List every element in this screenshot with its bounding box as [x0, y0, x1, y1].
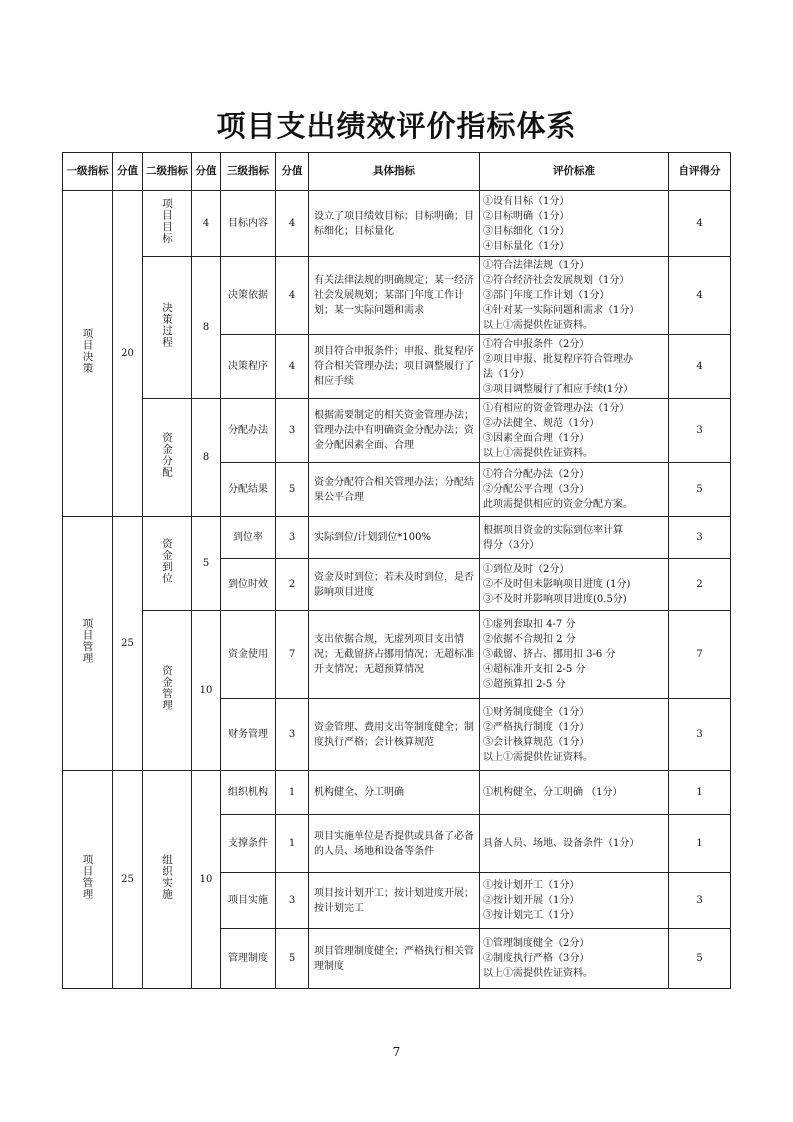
level1-score: 25	[113, 771, 143, 989]
specific-indicator: 项目符合申报条件；申报、批复程序符合相关管理办法；项目调整履行了相应手续	[309, 335, 480, 399]
level1-cell: 项目决策	[63, 191, 113, 517]
specific-indicator: 根据需要制定的相关资金管理办法；管理办法中有明确资金分配办法；资金分配因素全面、合理	[309, 399, 480, 463]
table-row	[63, 257, 731, 335]
level3-score: 3	[276, 873, 309, 929]
header-level1: 一级指标	[63, 153, 113, 191]
self-score: 3	[669, 517, 731, 559]
page-title: 项目支出绩效评价指标体系	[216, 109, 577, 143]
level3-name: 组织机构	[221, 771, 276, 815]
self-score: 7	[669, 611, 731, 699]
level2-score: 5	[192, 517, 221, 611]
level2-score: 10	[192, 771, 221, 989]
level3-score: 2	[276, 559, 309, 611]
level3-score: 3	[276, 699, 309, 771]
level3-score: 3	[276, 517, 309, 559]
level3-score: 4	[276, 191, 309, 257]
self-score: 3	[669, 699, 731, 771]
self-score: 1	[669, 771, 731, 815]
specific-indicator: 机构健全、分工明确	[309, 771, 480, 815]
self-score: 5	[669, 463, 731, 517]
self-score: 4	[669, 191, 731, 257]
level3-name: 分配结果	[221, 463, 276, 517]
self-score: 3	[669, 873, 731, 929]
level1-cell: 项目管理	[63, 517, 113, 771]
header-self-score: 自评得分	[669, 153, 731, 191]
evaluation-standard: ①财务制度健全（1分） ②严格执行制度（1分） ③会计核算规范（1分） 以上①需提供佐证资料。	[480, 699, 669, 771]
specific-indicator: 项目按计划开工；按计划进度开展；按计划完工	[309, 873, 480, 929]
level3-name: 支撑条件	[221, 815, 276, 873]
specific-indicator: 项目管理制度健全；严格执行相关管理制度	[309, 929, 480, 989]
level3-score: 4	[276, 335, 309, 399]
specific-indicator: 设立了项目绩效目标；目标明确；目标细化；目标量化	[309, 191, 480, 257]
level2-cell: 资金到位	[143, 517, 192, 611]
evaluation-standard: ①管理制度健全（2分） ②制度执行严格（3分） 以上①需提供佐证资料。	[480, 929, 669, 989]
table-row	[63, 517, 731, 559]
header-score3: 分值	[276, 153, 309, 191]
table-row	[63, 399, 731, 463]
specific-indicator: 资金管理、费用支出等制度健全；制度执行严格；会计核算规范	[309, 699, 480, 771]
evaluation-standard: ①机构健全、分工明确 （1分）	[480, 771, 669, 815]
level3-score: 1	[276, 771, 309, 815]
level1-score: 25	[113, 517, 143, 771]
level3-name: 分配办法	[221, 399, 276, 463]
header-score1: 分值	[113, 153, 143, 191]
level3-name: 决策程序	[221, 335, 276, 399]
level3-name: 目标内容	[221, 191, 276, 257]
evaluation-standard: ①符合法律法规（1分） ②符合经济社会发展规划（1分） ③部门年度工作计划（1分） ④针对某一实际问题和需求（1分） 以上①需提供佐证资料。	[480, 257, 669, 335]
level3-score: 5	[276, 463, 309, 517]
self-score: 5	[669, 929, 731, 989]
specific-indicator: 项目实施单位是否提供或具备了必备的人员、场地和设备等条件	[309, 815, 480, 873]
self-score: 1	[669, 815, 731, 873]
level2-cell: 项目目标	[143, 191, 192, 257]
evaluation-standard: 根据项目资金的实际到位率计算 得分（3分）	[480, 517, 669, 559]
self-score: 4	[669, 335, 731, 399]
level3-name: 决策依据	[221, 257, 276, 335]
evaluation-standard: ①设有目标（1分） ②目标明确（1分） ③目标细化（1分） ④目标量化（1分）	[480, 191, 669, 257]
table-row	[63, 611, 731, 699]
specific-indicator: 有关法律法规的明确规定；某一经济社会发展规划；某部门年度工作计划；某一实际问题和需求	[309, 257, 480, 335]
self-score: 2	[669, 559, 731, 611]
indicator-table	[62, 152, 731, 989]
level3-score: 5	[276, 929, 309, 989]
evaluation-standard: ①有相应的资金管理办法（1分） ②办法健全、规范（1分） ③因素全面合理（1分） 以上①需提供佐证资料。	[480, 399, 669, 463]
self-score: 3	[669, 399, 731, 463]
level1-cell: 项目管理	[63, 771, 113, 989]
level2-cell: 组织实施	[143, 771, 192, 989]
table-row	[63, 191, 731, 257]
evaluation-standard: ①到位及时（2分） ②不及时但未影响项目进度 (1分) ③不及时并影响项目进度(0.5分)	[480, 559, 669, 611]
specific-indicator: 支出依据合规，无虚列项目支出情况；无截留挤占挪用情况；无超标准开支情况；无超预算情况	[309, 611, 480, 699]
level2-cell: 决策过程	[143, 257, 192, 399]
level3-name: 资金使用	[221, 611, 276, 699]
header-level2: 二级指标	[143, 153, 192, 191]
evaluation-standard: 具备人员、场地、设备条件（1分）	[480, 815, 669, 873]
specific-indicator: 实际到位/计划到位*100%	[309, 517, 480, 559]
evaluation-standard: ①虚列套取扣 4-7 分 ②依据不合规扣 2 分 ③截留、挤占、挪用扣 3-6 分 ④超标准开支扣 2-5 分 ⑤超预算扣 2-5 分	[480, 611, 669, 699]
level3-name: 财务管理	[221, 699, 276, 771]
level2-score: 10	[192, 611, 221, 771]
evaluation-standard: ①符合分配办法（2分） ②分配公平合理（3分） 此项需提供相应的资金分配方案。	[480, 463, 669, 517]
evaluation-standard: ①按计划开工（1分） ②按计划开展（1分） ③按计划完工（1分）	[480, 873, 669, 929]
header-specific: 具体指标	[309, 153, 480, 191]
level3-score: 3	[276, 399, 309, 463]
level3-name: 到位时效	[221, 559, 276, 611]
level2-score: 4	[192, 191, 221, 257]
level1-score: 20	[113, 191, 143, 517]
page-number: 7	[392, 1045, 401, 1059]
level2-score: 8	[192, 257, 221, 399]
specific-indicator: 资金及时到位；若未及时到位，是否影响项目进度	[309, 559, 480, 611]
header-score2: 分值	[192, 153, 221, 191]
self-score: 4	[669, 257, 731, 335]
specific-indicator: 资金分配符合相关管理办法；分配结果公平合理	[309, 463, 480, 517]
level2-score: 8	[192, 399, 221, 517]
level3-score: 4	[276, 257, 309, 335]
table-header-row	[63, 153, 731, 191]
level2-cell: 资金管理	[143, 611, 192, 771]
level2-cell: 资金分配	[143, 399, 192, 517]
level3-name: 项目实施	[221, 873, 276, 929]
level3-name: 管理制度	[221, 929, 276, 989]
level3-score: 1	[276, 815, 309, 873]
level3-score: 7	[276, 611, 309, 699]
level3-name: 到位率	[221, 517, 276, 559]
header-level3: 三级指标	[221, 153, 276, 191]
evaluation-standard: ①符合申报条件（2分） ②项目申报、批复程序符合管理办 法（1分） ③项目调整履行了相应手续(1分）	[480, 335, 669, 399]
table-row	[63, 771, 731, 815]
header-standard: 评价标准	[480, 153, 669, 191]
